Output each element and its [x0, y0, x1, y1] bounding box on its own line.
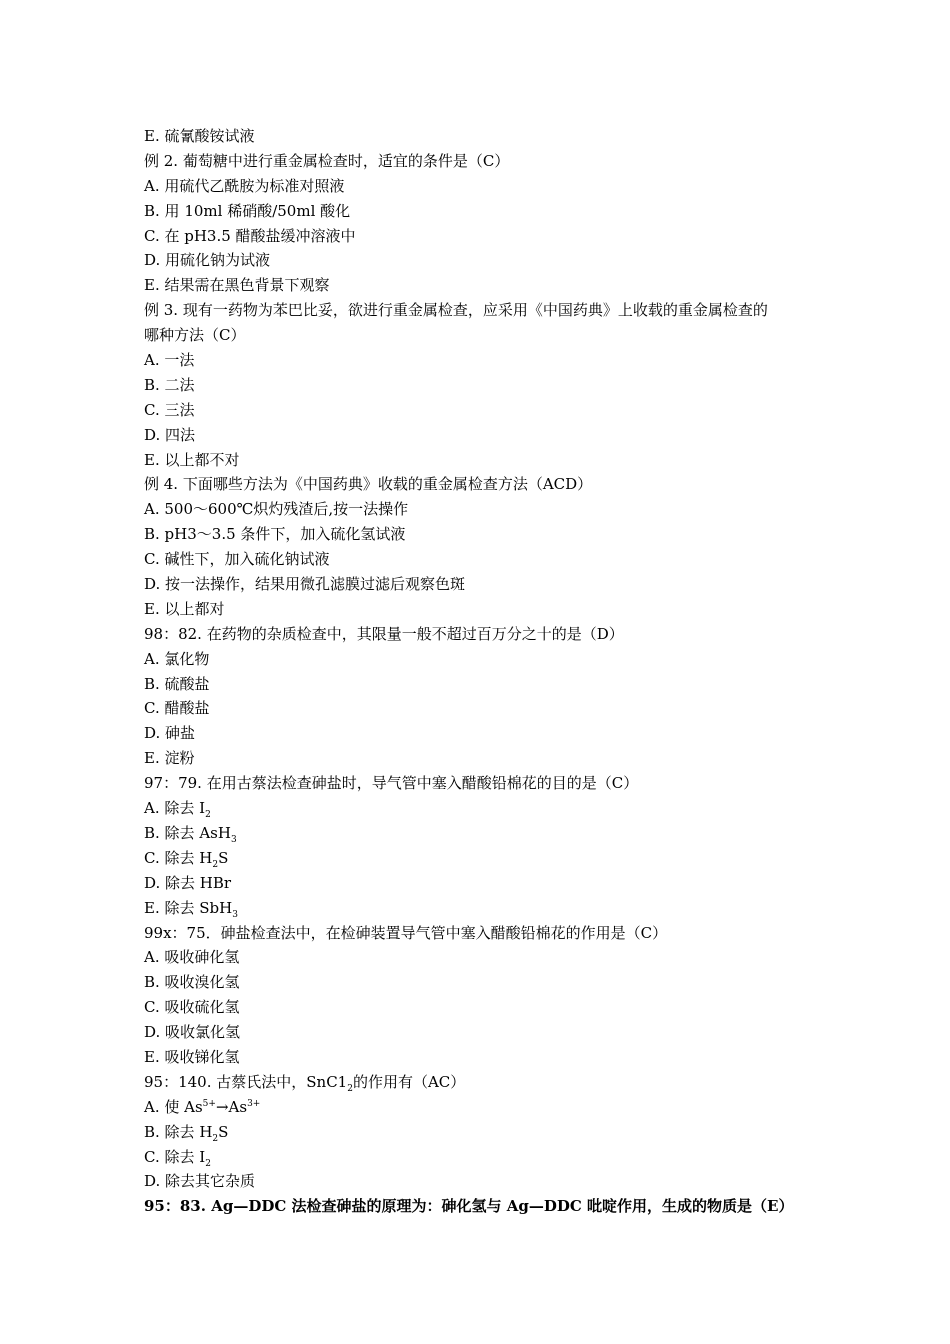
- option-a: [144, 1095, 824, 1120]
- option-c: C. 吸收硫化氢: [144, 998, 240, 1017]
- option-d: D. 吸收氯化氢: [144, 1023, 241, 1042]
- option-c: [144, 1145, 824, 1170]
- option-b: B. 硫酸盐: [144, 674, 210, 693]
- option-text-mid: As: [228, 1097, 248, 1116]
- option-e: [144, 896, 824, 921]
- option-text-suffix: S: [218, 848, 229, 867]
- option-a: A. 氯化物: [144, 649, 210, 668]
- subscript: 2: [205, 810, 211, 821]
- option-e: E. 吸收锑化氢: [144, 1047, 240, 1066]
- option-text-suffix: S: [218, 1122, 229, 1141]
- option-b: [144, 821, 824, 846]
- option-d: D. 除去其它杂质: [144, 1172, 256, 1191]
- option-d: D. 砷盐: [144, 724, 196, 743]
- option-d: D. 四法: [144, 425, 196, 444]
- option-d: D. 按一法操作，结果用微孔滤膜过滤后观察色斑: [144, 575, 466, 594]
- option-text: A. 使 As: [144, 1097, 203, 1116]
- question-stem: 例 4. 下面哪些方法为《中国药典》收载的重金属检查方法（ACD）: [144, 475, 593, 494]
- option-b: B. 用 10ml 稀硝酸/50ml 酸化: [144, 201, 351, 220]
- superscript: 3+: [247, 1098, 261, 1109]
- question-stem-bold: 95：83. Ag—DDC 法检查砷盐的原理为：砷化氢与 Ag—DDC 吡啶作用，生成的物质是（E）: [144, 1197, 794, 1216]
- option-e: E. 以上都不对: [144, 450, 240, 469]
- subscript: 3: [232, 909, 238, 920]
- text-line: E. 硫氰酸铵试液: [144, 127, 255, 145]
- option-b: B. 吸收溴化氢: [144, 973, 240, 992]
- option-a: A. 吸收砷化氢: [144, 948, 240, 967]
- option-a: [144, 796, 824, 821]
- question-stem: 例 2. 葡萄糖中进行重金属检查时，适宜的条件是（C）: [144, 151, 510, 170]
- stem-text: 95：140. 古蔡氏法中，SnC1: [144, 1072, 348, 1091]
- question-stem-continued: 哪种方法（C）: [144, 326, 246, 345]
- option-text: A. 除去 I: [144, 799, 206, 818]
- option-e: E. 淀粉: [144, 749, 195, 768]
- option-c: [144, 846, 824, 871]
- subscript: 3: [230, 834, 237, 845]
- option-text: C. 除去 H: [144, 848, 213, 867]
- superscript: 5+: [202, 1098, 216, 1109]
- option-b: [144, 1120, 824, 1145]
- stem-text-suffix: 的作用有（AC）: [352, 1072, 466, 1091]
- option-a: A. 一法: [144, 351, 195, 370]
- option-text: C. 除去 I: [144, 1147, 206, 1166]
- subscript: 2: [205, 1158, 211, 1169]
- option-c: C. 醋酸盐: [144, 699, 210, 718]
- option-a: A. 用硫代乙酰胺为标准对照液: [144, 176, 345, 195]
- subscript: 2: [347, 1083, 353, 1094]
- arrow: →: [215, 1097, 229, 1116]
- subscript: 2: [212, 859, 219, 870]
- option-c: C. 碱性下，加入硫化钠试液: [144, 550, 330, 569]
- option-c: C. 三法: [144, 400, 195, 419]
- option-d: D. 除去 HBr: [144, 873, 232, 892]
- subscript: 2: [212, 1133, 219, 1144]
- option-a: A. 500～600℃炽灼残渣后,按一法操作: [144, 500, 409, 519]
- question-stem: 97：79. 在用古蔡法检查砷盐时，导气管中塞入醋酸铅棉花的目的是（C）: [144, 774, 639, 793]
- option-text: E. 除去 SbH: [144, 898, 233, 917]
- document-page: [144, 124, 824, 1219]
- option-b: B. pH3～3.5 条件下，加入硫化氢试液: [144, 525, 406, 544]
- question-stem: 98：82. 在药物的杂质检查中，其限量一般不超过百万分之十的是（D）: [144, 624, 624, 643]
- question-stem: 99x：75．砷盐检查法中，在检砷装置导气管中塞入醋酸铅棉花的作用是（C）: [144, 923, 668, 942]
- option-e: E. 结果需在黑色背景下观察: [144, 276, 330, 295]
- option-d: D. 用硫化钠为试液: [144, 251, 271, 270]
- option-c: C. 在 pH3.5 醋酸盐缓冲溶液中: [144, 226, 356, 245]
- option-e: E. 以上都对: [144, 599, 225, 618]
- option-b: B. 二法: [144, 375, 195, 394]
- option-text: B. 除去 AsH: [144, 823, 231, 842]
- question-stem: [144, 1070, 824, 1095]
- question-stem: 例 3. 现有一药物为苯巴比妥，欲进行重金属检查，应采用《中国药典》上收载的重金属检查的: [144, 301, 768, 320]
- option-text: B. 除去 H: [144, 1122, 213, 1141]
